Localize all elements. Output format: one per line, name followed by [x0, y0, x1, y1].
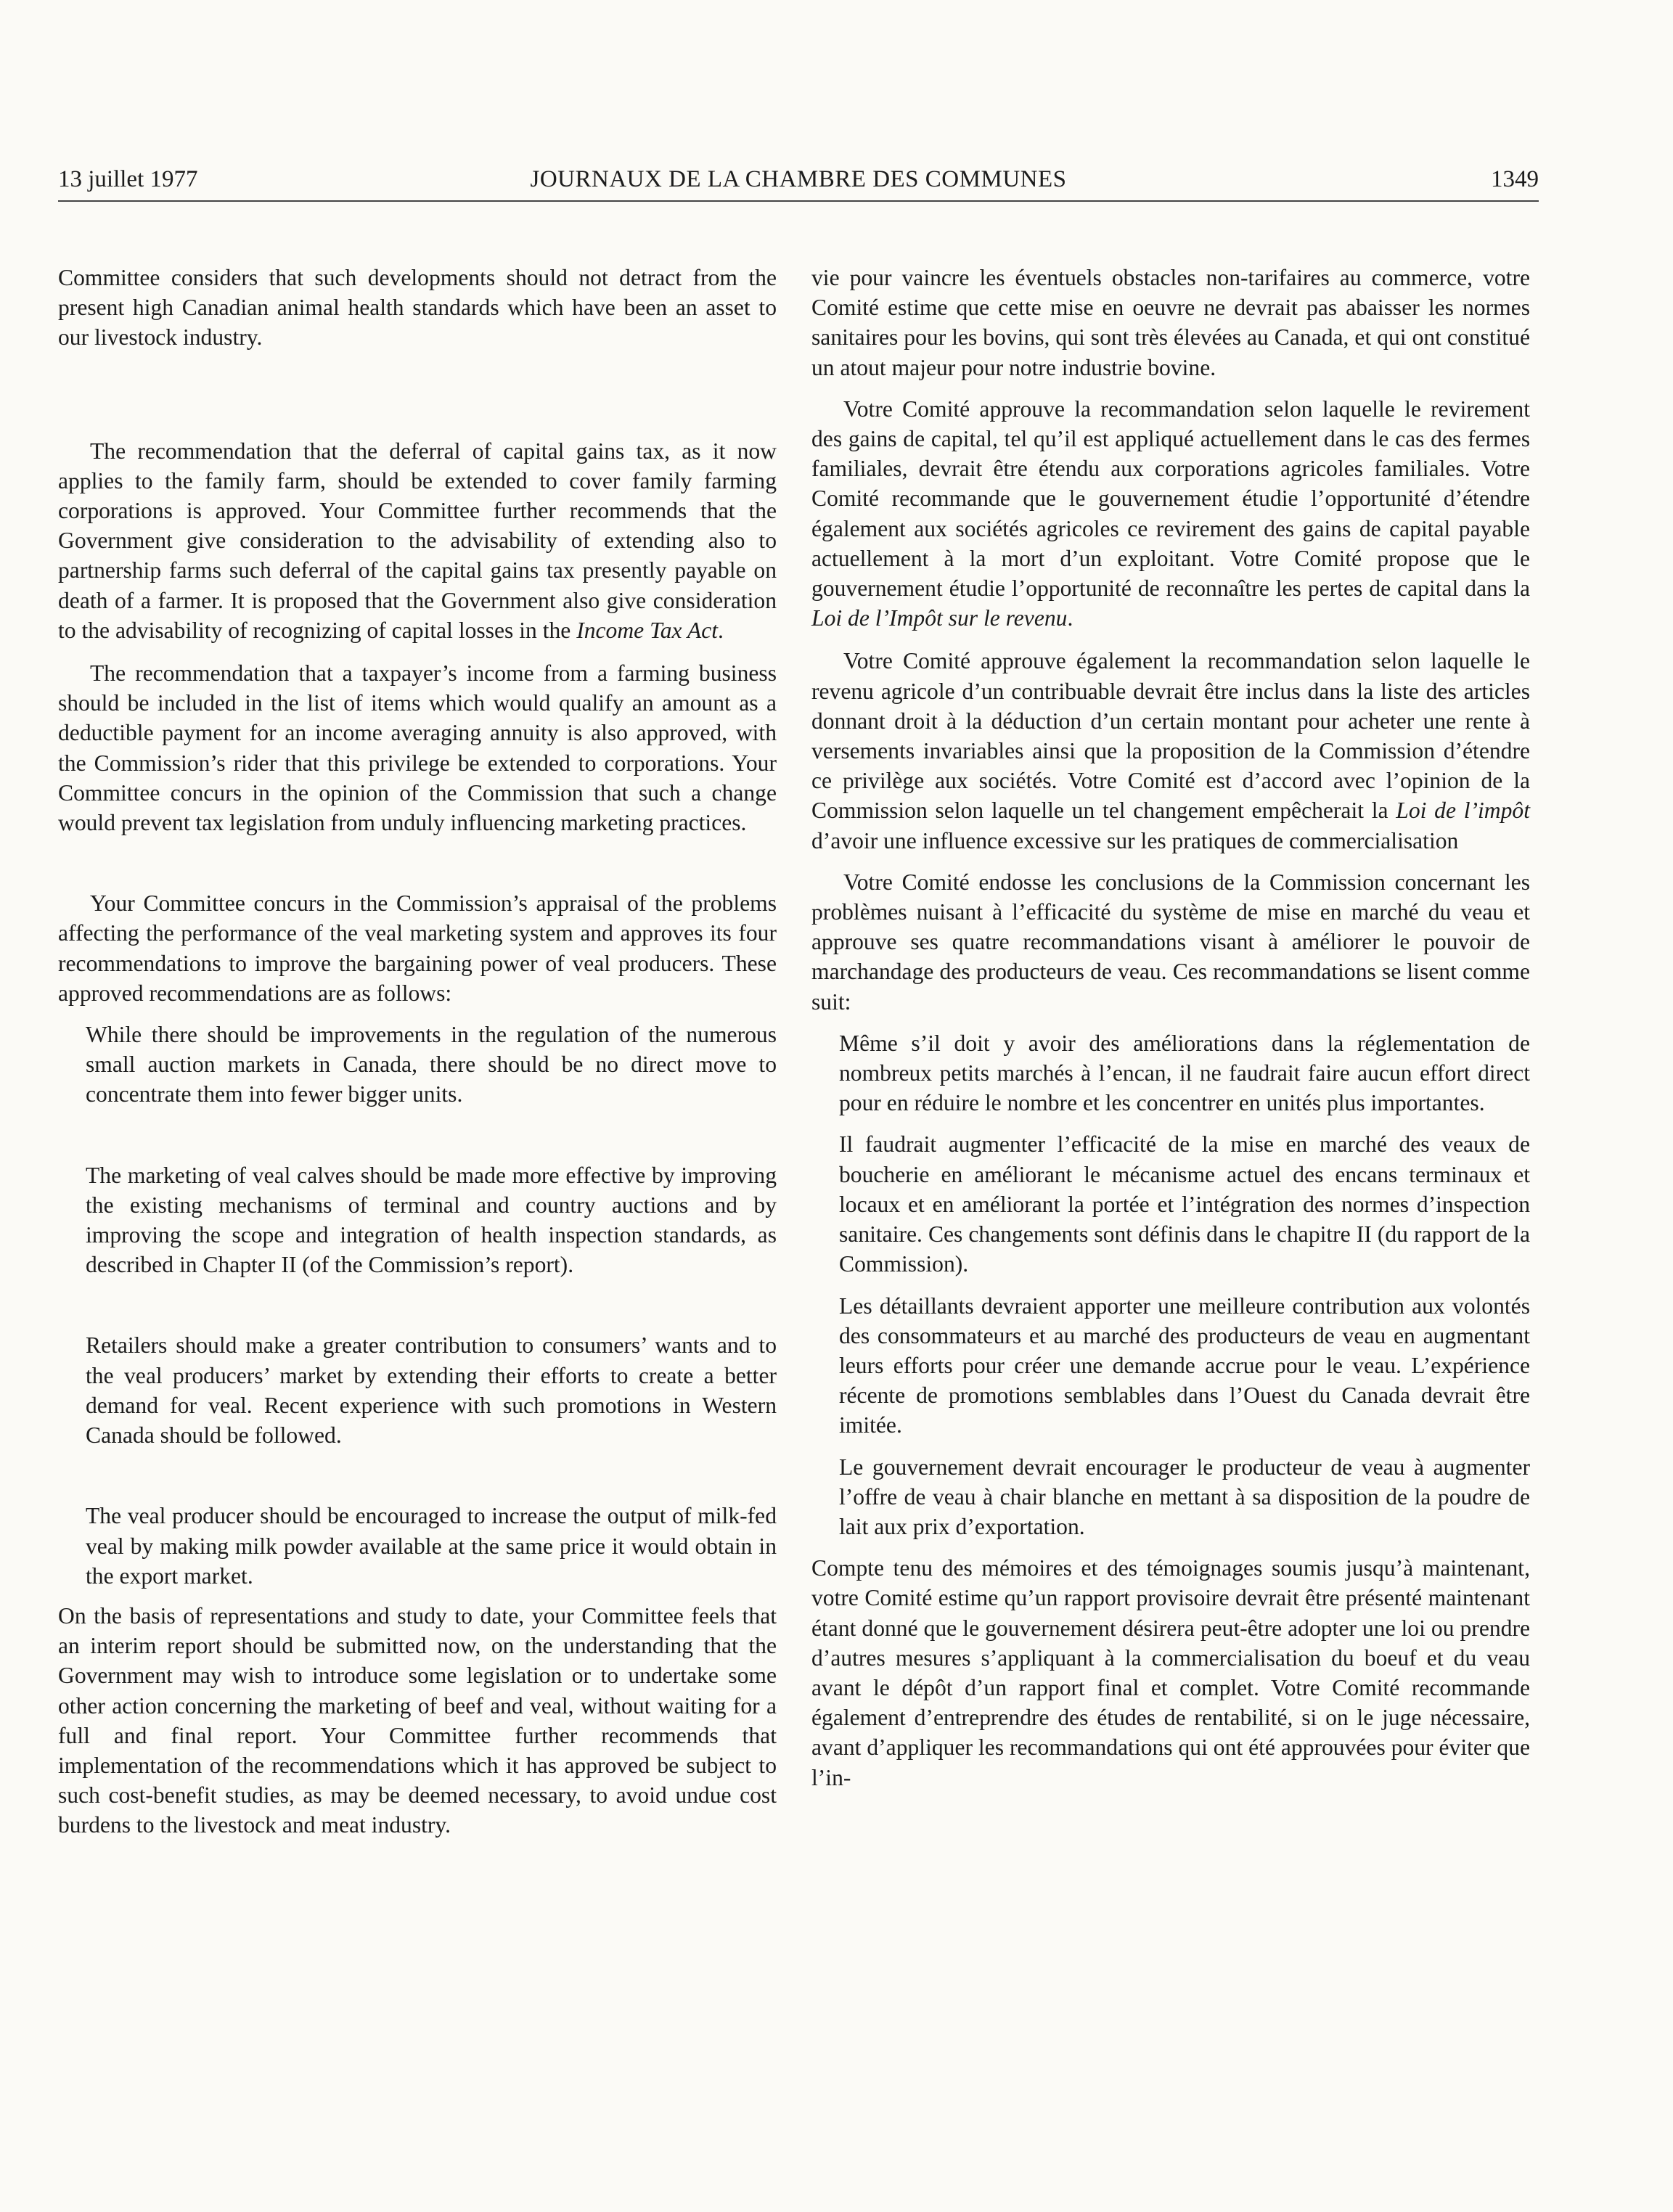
fr-tax-act-title: Loi de l’impôt: [1396, 798, 1530, 824]
en-act-title: Income Tax Act: [576, 617, 718, 643]
fr-paragraph-income-averaging-end: d’avoir une influence excessive sur les pratiques de commercialisation: [811, 827, 1459, 853]
en-paragraph-capital-gains-text: The recommendation that the deferral of capital gains tax, as it now applies to the family farm, should be extended to cover family farming corporations is approved. Your Committee further recommends that the Government give consideration to the advisability of extending also to partnership farms such deferral of the capital gains tax presently payable on death of a farmer. It is proposed that the Government also give consideration to the advisability of recognizing of capital losses in the: [58, 438, 777, 643]
en-recommendation-2: The marketing of veal calves should be made more effective by improving the existing mechanisms of terminal and country auctions and by improving the scope and integration of health inspection standards, as described in Chapter II (of the Commission’s report).: [86, 1162, 777, 1278]
fr-recommendation-1: Même s’il doit y avoir des améliorations dans la réglementation de nombreux petits marchés à l’encan, il ne faudrait faire aucun effort direct pour en réduire le nombre et les concentrer en unités plus importantes.: [839, 1030, 1530, 1116]
en-paragraph-income-averaging: The recommendation that a taxpayer’s income from a farming business should be included in the list of items which would qualify an amount as a deductible payment for an income averaging annuity is also approved, with the Commission’s rider that this privilege be extended to corporations. Your Committee concurs in the opinion of the Commission that such a change would prevent tax legislation from unduly influencing marketing practices.: [58, 660, 777, 836]
french-column: [811, 263, 1530, 1793]
header-journal-title: JOURNAUX DE LA CHAMBRE DES COMMUNES: [530, 166, 1067, 192]
en-paragraph-interim-report: On the basis of representations and study to date, your Committee feels that an interim report should be submitted now, on the understanding that the Government may wish to introduce some legislation or to undertake some other action concerning the marketing of beef and veal, without waiting for a full and final report. Your Committee further recommends that implementation of the recommendations which it has approved be subject to such cost-benefit studies, as may be deemed necessary, to avoid undue cost burdens to the livestock and meat industry.: [58, 1602, 777, 1838]
english-column: [58, 263, 777, 1840]
en-recommendation-4: The veal producer should be encouraged to increase the output of milk-fed veal by making milk powder available at the same price it would obtain in the export market.: [86, 1503, 777, 1589]
fr-paragraph-capital-gains: [811, 394, 1530, 634]
fr-act-title: Loi de l’Impôt sur le revenu: [811, 605, 1068, 631]
fr-paragraph-capital-gains-text: Votre Comité approuve la recommandation selon laquelle le revirement des gains de capital, tel qu’il est appliqué actuellement dans le cas des fermes familiales, devrait être étendu aux corporations agricoles familiales. Votre Comité recommande que le gouvernement étudie l’opportunité d’étendre également aux sociétés agricoles ce revirement des gains de capital payable actuellement à la mort d’un exploitant. Votre Comité propose que le gouvernement étudie l’opportunité de reconnaître les pertes de capital dans la: [811, 396, 1530, 602]
page-header: [58, 163, 1539, 202]
page-number: 1349: [1491, 166, 1539, 192]
en-recommendation-3: Retailers should make a greater contribution to consumers’ wants and to the veal producers’ market by extending their efforts to create a better demand for veal. Recent experience with such promotions in Western Canada should be followed.: [86, 1332, 777, 1449]
en-paragraph-veal-marketing: Your Committee concurs in the Commission’s appraisal of the problems affecting the performance of the veal marketing system and approves its four recommendations to improve the bargaining power of veal producers. These approved recommendations are as follows:: [58, 890, 777, 1006]
en-paragraph-1: Committee considers that such developments should not detract from the present high Canadian animal health standards which have been an asset to our livestock industry.: [58, 265, 777, 351]
fr-paragraph-interim-report: Compte tenu des mémoires et des témoignages soumis jusqu’à maintenant, votre Comité estime qu’un rapport provisoire devrait être présenté maintenant étant donné que le gouvernement désirera peut-être adopter une loi ou prendre d’autres mesures s’appliquant à la commercialisation du boeuf et du veau avant le dépôt d’un rapport final et complet. Votre Comité recommande également d’entreprendre des études de rentabilité, si on le juge nécessaire, avant d’appliquer les recommandations qui ont été approuvées pour éviter que l’in-: [811, 1555, 1530, 1790]
en-period: .: [718, 617, 724, 643]
header-date: 13 juillet 1977: [58, 166, 198, 192]
fr-recommendation-4: Le gouvernement devrait encourager le producteur de veau à augmenter l’offre de veau à chair blanche en mettant à sa disposition de la poudre de lait aux prix d’exportation.: [839, 1454, 1530, 1539]
fr-paragraph-income-averaging-text: Votre Comité approuve également la recommandation selon laquelle le revenu agricole d’un contribuable devrait être inclus dans la liste des articles donnant droit à la déduction d’un certain montant pour acheter une rente à versements invariables ainsi que la proposition de la Commission d’étendre ce privilège aux sociétés. Votre Comité est d’accord avec l’opinion de la Commission selon laquelle un tel changement empêcherait la: [811, 648, 1530, 824]
en-paragraph-capital-gains: [58, 436, 777, 645]
fr-paragraph-veal-marketing: Votre Comité endosse les conclusions de la Commission concernant les problèmes nuisant à l’efficacité du système de mise en marché du veau et approuve ses quatre recommandations visant à améliorer le pouvoir de marchandage des producteurs de veau. Ces recommandations se lisent comme suit:: [811, 869, 1530, 1015]
en-recommendation-1: While there should be improvements in the regulation of the numerous small auction markets in Canada, there should be no direct move to concentrate them into fewer bigger units.: [86, 1022, 777, 1107]
fr-paragraph-1: vie pour vaincre les éventuels obstacles non-tarifaires au commerce, votre Comité estime que cette mise en oeuvre ne devrait pas abaisser les normes sanitaires pour les bovins, qui sont très élevées au Canada, et qui ont constitué un atout majeur pour notre industrie bovine.: [811, 265, 1530, 380]
fr-recommendation-3: Les détaillants devraient apporter une meilleure contribution aux volontés des consommateurs et au marché des producteurs de veau en augmentant leurs efforts pour créer une demande accrue pour le veau. L’expérience récente de promotions semblables dans l’Ouest du Canada devrait être imitée.: [839, 1293, 1530, 1438]
fr-period: .: [1067, 605, 1073, 631]
fr-paragraph-income-averaging: [811, 646, 1530, 855]
fr-recommendation-2: Il faudrait augmenter l’efficacité de la mise en marché des veaux de boucherie en améliorant le mécanisme actuel des encans terminaux et locaux et en améliorant la portée et l’intégration des normes d’inspection sanitaire. Ces changements sont définis dans le chapitre II (du rapport de la Commission).: [839, 1131, 1530, 1277]
